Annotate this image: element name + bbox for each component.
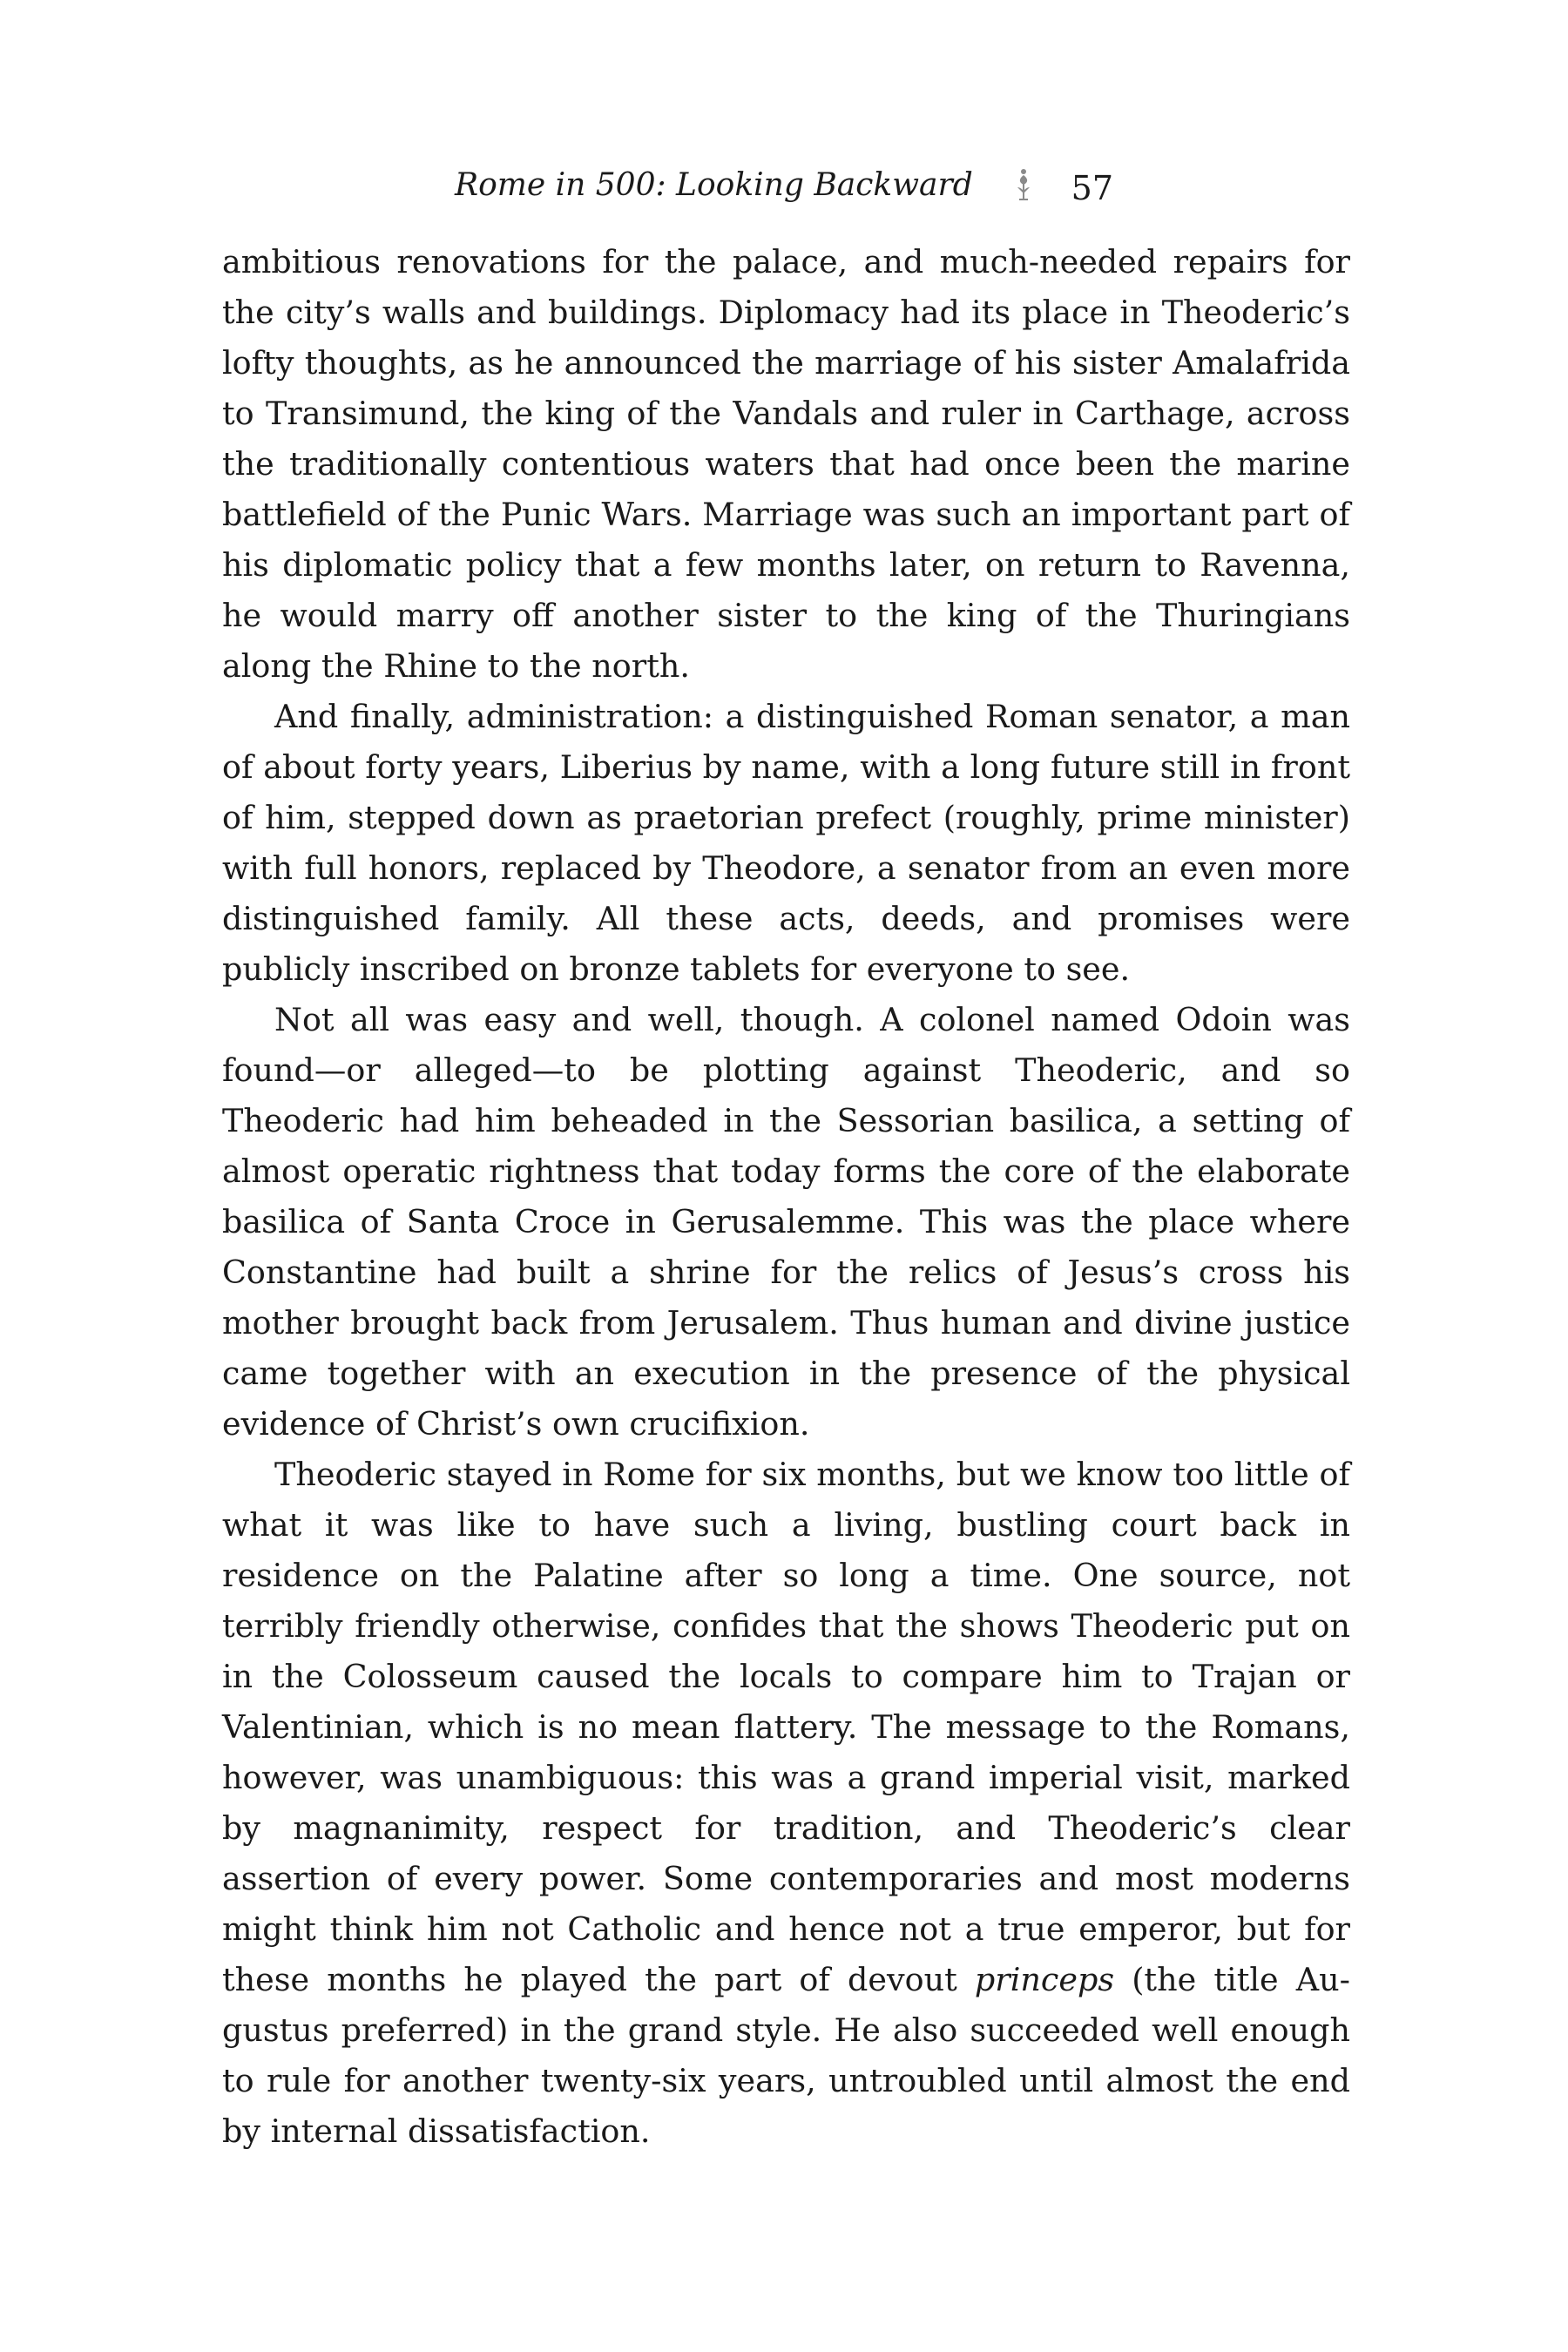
paragraph-text-segment: Theoderic stayed in Rome for six months, but we know too little of what it was like to have such a living, bustling court back in residence on the Palatine after so long a time. One source, not terribly friendly otherwise, confides that the shows Theoderic put on in the Colosseum caused the locals to compare him to Trajan or Valentinian, which is no mean flattery. The message to the Romans, however, was unambiguous: this was a grand imperial visit, marked by magnanimity, respect for tradition, and Theoderic’s clear assertion of every power. Some contemporaries and most moderns might think him not Catholic and hence not a true emperor, but for these months he played the part of devout bbox=[222, 1456, 1350, 1998]
page-number: 57 bbox=[1071, 169, 1114, 207]
paragraph bbox=[222, 1450, 1350, 2157]
paragraph-text-segment: (the title Augustus preferred) in the grand style. He also succeeded well enough to rule for another twenty-six years, untroubled until almost the end by internal dissatisfaction. bbox=[222, 1961, 1350, 2150]
running-title: Rome in 500: Looking Backward bbox=[454, 167, 973, 203]
paragraph: ambitious renovations for the palace, and much-needed repairs for the city’s walls and buildings. Diplomacy had its place in Theoderic’s lofty thoughts, as he announced the marriage of his sister Amalafrida to Transimund, the king of the Vandals and ruler in Carthage, across the traditionally contentious waters that had once been the marine battlefield of the Punic Wars. Marriage was such an important part of his diplomatic policy that a few months later, on return to Ravenna, he would marry off another sister to the king of the Thuringians along the Rhine to the north. bbox=[222, 243, 1350, 685]
body-text bbox=[222, 237, 1350, 2157]
italic-term-princeps: princeps bbox=[974, 1961, 1115, 1998]
running-head bbox=[0, 164, 1568, 207]
paragraph: And finally, administration: a distinguished Roman senator, a man of about forty years, Liberius by name, with a long future still in front of him, stepped down as praetorian prefect (roughly, prime minister) with full honors, replaced by Theodore, a senator from an even more distinguished family. All these acts, deeds, and promises were publicly inscribed on bronze tablets for everyone to see. bbox=[222, 698, 1350, 988]
fleuron-ornament-icon bbox=[1016, 168, 1031, 203]
paragraph: Not all was easy and well, though. A colonel named Odoin was found—or alleged—to be plotting against Theoderic, and so Theoderic had him beheaded in the Sessorian basilica, a setting of almost operatic rightness that today forms the core of the elaborate basilica of Santa Croce in Gerusalemme. This was the place where Constantine had built a shrine for the relics of Jesus’s cross his mother brought back from Jerusalem. Thus human and divine justice came together with an execution in the presence of the physical evidence of Christ’s own crucifixion. bbox=[222, 1001, 1350, 1443]
